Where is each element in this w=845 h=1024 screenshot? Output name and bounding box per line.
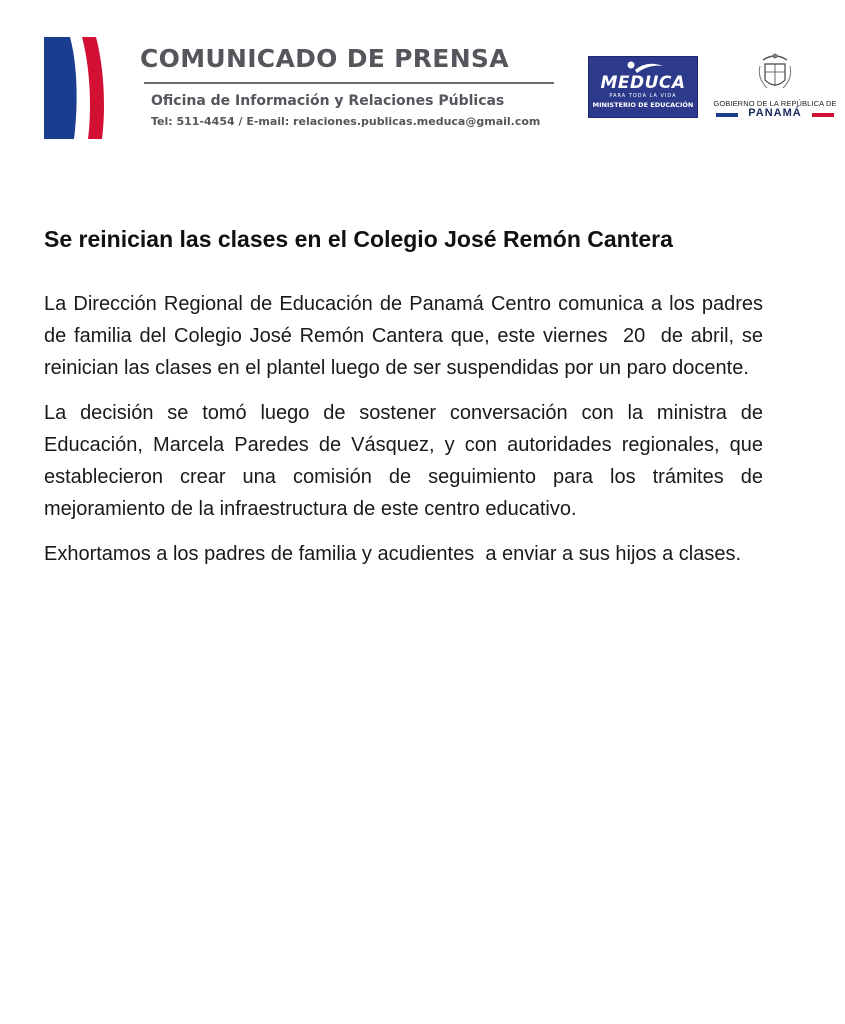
press-release-header	[0, 0, 845, 150]
article-paragraph-3: Exhortamos a los padres de familia y acudientes a enviar a sus hijos a clases.	[44, 543, 742, 565]
coat-of-arms-icon	[757, 50, 793, 96]
press-release-title: COMUNICADO DE PRENSA	[140, 44, 509, 73]
government-logo-line2: PANAMÁ	[748, 107, 802, 119]
meduca-logo	[588, 56, 698, 118]
panama-flag-stripes-logo	[44, 37, 106, 139]
press-release-body	[44, 224, 769, 583]
article-paragraph-2: La decisión se tomó luego de sostener conversación con la ministra de Educación, Marcela Paredes de Vásquez, y con autoridades regionales, que establecieron crear una comisión de seguimiento para los trámites de mejoramiento de la infraestructura de este centro educativo.	[44, 402, 769, 520]
meduca-logo-ministry: MINISTERIO DE EDUCACIÓN	[592, 101, 694, 109]
office-name: Oficina de Información y Relaciones Públicas	[151, 93, 505, 109]
article-headline: Se reinician las clases en el Colegio José Remón Cantera	[44, 226, 673, 252]
government-logo	[712, 50, 838, 122]
government-logo-red-bar	[812, 113, 834, 117]
meduca-logo-tagline: PARA TODA LA VIDA	[609, 93, 677, 99]
header-divider	[144, 82, 554, 84]
meduca-figure-icon	[619, 60, 669, 74]
meduca-logo-name: MEDUCA	[600, 73, 686, 93]
government-logo-line1: GOBIERNO DE LA REPÚBLICA DE	[713, 99, 837, 108]
office-contact: Tel: 511-4454 / E-mail: relaciones.publicas.meduca@gmail.com	[151, 115, 541, 128]
article-paragraph-1: La Dirección Regional de Educación de Panamá Centro comunica a los padres de familia del Colegio José Remón Cantera que, este viernes 20 de abril, se reinician las clases en el plantel luego de ser suspendidas por un paro docente.	[44, 293, 769, 379]
government-logo-blue-bar	[716, 113, 738, 117]
